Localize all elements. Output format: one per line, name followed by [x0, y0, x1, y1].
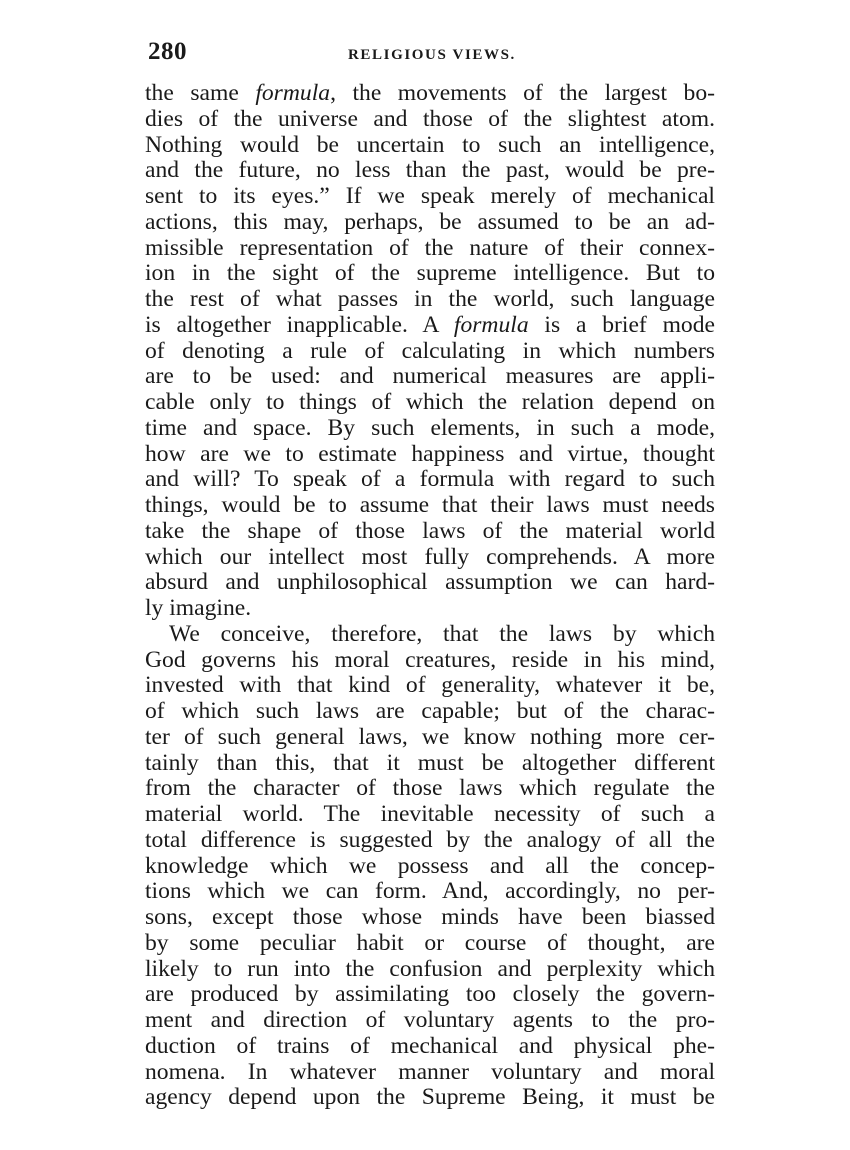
text-line: things, would be to assume that their laws must needs	[145, 492, 715, 518]
text-line: likely to run into the confusion and perplexity which	[145, 955, 715, 982]
text-line: by some peculiar habit or course of thought, are	[145, 929, 715, 956]
text-line: We conceive, therefore, that the laws by which	[169, 620, 715, 647]
text-line: from the character of those laws which regulate the	[145, 775, 715, 802]
text-line: and will? To speak of a formula with regard to such	[145, 466, 715, 493]
text-line: Nothing would be uncertain to such an intelligence,	[145, 131, 715, 158]
text-line: is altogether inapplicable. A formula is a brief mode	[145, 311, 715, 338]
text-line: nomena. In whatever manner voluntary and moral	[145, 1058, 715, 1085]
text-line: ly imagine.	[145, 595, 252, 621]
text-line: time and space. By such elements, in such a mode,	[145, 414, 715, 441]
text-line: knowledge which we possess and all the concep-	[145, 852, 715, 879]
text-line: duction of trains of mechanical and physical phe-	[145, 1032, 715, 1059]
text-line: are to be used: and numerical measures are appli-	[145, 363, 715, 390]
text-line: which our intellect most fully comprehends. A more	[145, 543, 715, 570]
running-head	[148, 38, 718, 68]
text-line: tions which we can form. And, accordingly, no per-	[145, 878, 715, 905]
text-line: cable only to things of which the relation depend on	[145, 389, 715, 415]
page-number: 280	[148, 38, 187, 65]
text-line: the rest of what passes in the world, such language	[145, 286, 715, 312]
text-line: ment and direction of voluntary agents to the pro-	[145, 1007, 715, 1033]
text-line: are produced by assimilating too closely the govern-	[145, 981, 715, 1008]
text-line: sent to its eyes.” If we speak merely of mechanical	[145, 183, 715, 209]
text-line: ion in the sight of the supreme intelligence. But to	[145, 260, 715, 287]
text-line: invested with that kind of generality, whatever it be,	[145, 672, 715, 699]
text-line: absurd and unphilosophical assumption we can hard-	[145, 569, 715, 596]
running-title: RELIGIOUS VIEWS.	[348, 47, 516, 63]
text-line: of which such laws are capable; but of the charac-	[145, 698, 715, 724]
text-line: ter of such general laws, we know nothing more cer-	[145, 723, 715, 750]
text-line: agency depend upon the Supreme Being, it must be	[145, 1084, 715, 1111]
text-line: total difference is suggested by the analogy of all the	[145, 826, 715, 853]
text-line: missible representation of the nature of their connex-	[145, 234, 715, 261]
text-line: sons, except those whose minds have been biassed	[145, 904, 715, 930]
body-text	[145, 81, 715, 1111]
text-line: dies of the universe and those of the slightest atom.	[145, 105, 715, 132]
text-line: and the future, no less than the past, would be pre-	[145, 157, 715, 184]
text-line: actions, this may, perhaps, be assumed to be an ad-	[145, 208, 715, 235]
text-line: material world. The inevitable necessity of such a	[145, 801, 715, 827]
text-line: God governs his moral creatures, reside in his mind,	[145, 646, 715, 673]
text-line: the same formula, the movements of the largest bo-	[145, 80, 715, 106]
text-line: take the shape of those laws of the material world	[145, 517, 715, 544]
text-line: how are we to estimate happiness and virtue, thought	[145, 440, 715, 467]
text-line: of denoting a rule of calculating in which numbers	[145, 337, 715, 364]
text-line: tainly than this, that it must be altogether different	[145, 749, 715, 776]
